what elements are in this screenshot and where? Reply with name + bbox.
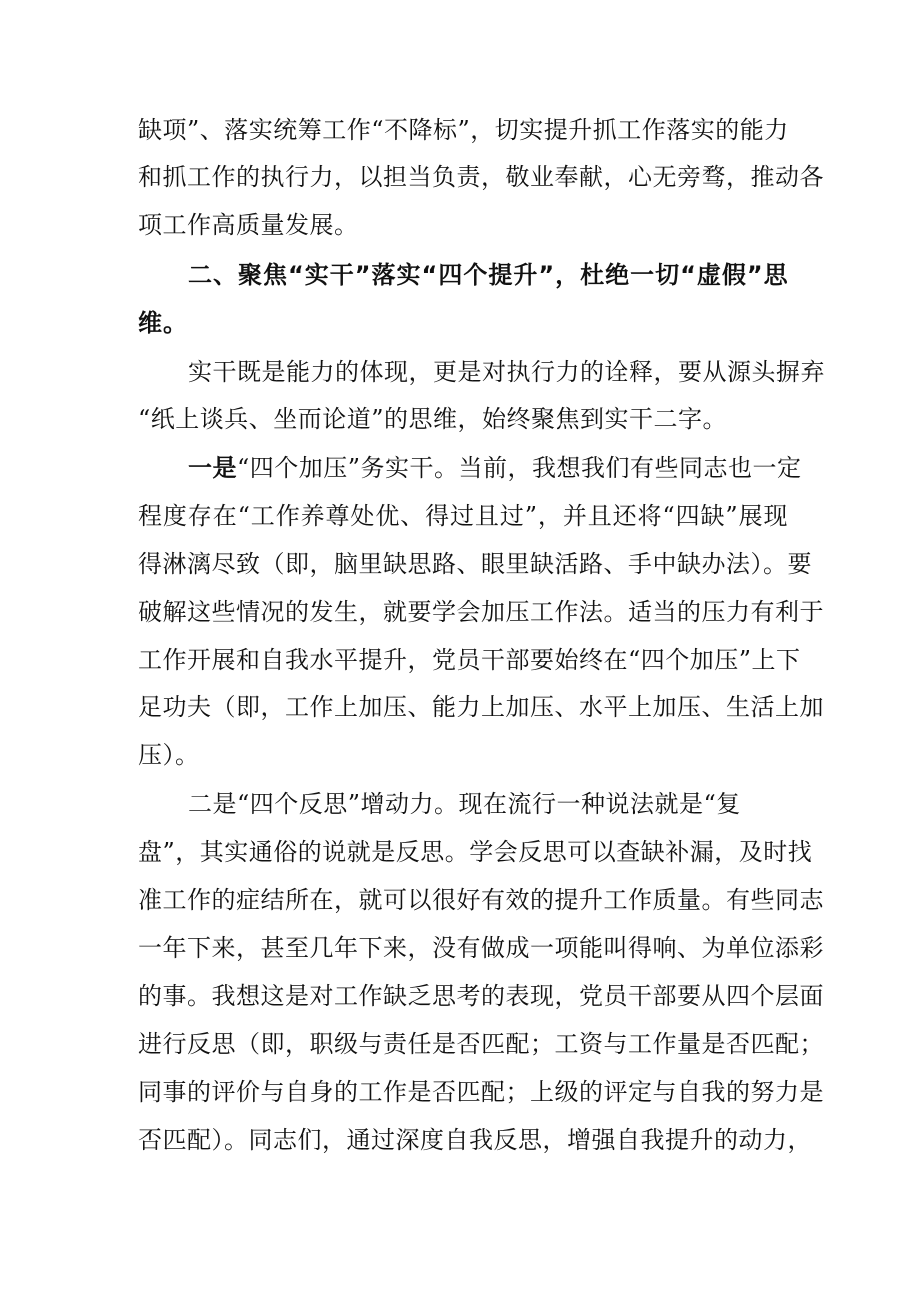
paragraph-4-line-6: 进行反思（即，职级与责任是否匹配；工资与工作量是否匹配； — [138, 1030, 824, 1058]
paragraph-1-line-3: 项工作高质量发展。 — [138, 211, 359, 239]
paragraph-4-line-5: 的事。我想这是对工作缺乏思考的表现，党员干部要从四个层面 — [138, 982, 824, 1010]
paragraph-3-line-4: 破解这些情况的发生，就要学会加压工作法。适当的压力有利于 — [138, 598, 824, 626]
paragraph-4-line-3: 准工作的症结所在，就可以很好有效的提升工作质量。有些同志 — [138, 886, 824, 914]
paragraph-1-line-2: 和抓工作的执行力，以担当负责，敬业奉献，心无旁骛，推动各 — [138, 163, 824, 191]
paragraph-3-line-1-text: “四个加压”务实干。当前，我想我们有些同志也一定 — [237, 454, 802, 482]
section-heading-line-1: 二、聚焦“实干”落实“四个提升”，杜绝一切“虚假”思 — [188, 261, 789, 289]
paragraph-4-line-8: 否匹配）。同志们，通过深度自我反思，增强自我提升的动力， — [138, 1126, 812, 1154]
paragraph-3-lead: 一是 — [188, 454, 237, 482]
paragraph-2-line-1: 实干既是能力的体现，更是对执行力的诠释，要从源头摒弃 — [188, 358, 825, 386]
paragraph-3-line-6: 足功夫（即，工作上加压、能力上加压、水平上加压、生活上加 — [138, 693, 824, 721]
section-heading-line-2: 维。 — [138, 309, 188, 337]
paragraph-3-line-7: 压）。 — [138, 741, 200, 769]
paragraph-2-line-2: “纸上谈兵、坐而论道”的思维，始终聚焦到实干二字。 — [138, 405, 728, 433]
paragraph-3-line-5: 工作开展和自我水平提升，党员干部要始终在“四个加压”上下 — [138, 646, 801, 674]
paragraph-4-line-1: 二是“四个反思”增动力。现在流行一种说法就是“复 — [188, 790, 741, 818]
paragraph-3-line-3: 得淋漓尽致（即，脑里缺思路、眼里缺活路、手中缺办法）。要 — [138, 550, 812, 578]
paragraph-4-line-2: 盘”，其实通俗的说就是反思。学会反思可以查缺补漏，及时找 — [138, 838, 813, 866]
paragraph-4-line-7: 同事的评价与自身的工作是否匹配；上级的评定与自我的努力是 — [138, 1078, 824, 1106]
paragraph-3-line-2: 程度存在“工作养尊处优、得过且过”，并且还将“四缺”展现 — [138, 502, 788, 530]
paragraph-1-line-1: 缺项”、落实统筹工作“不降标”，切实提升抓工作落实的能力 — [138, 116, 789, 144]
paragraph-4-line-4: 一年下来，甚至几年下来，没有做成一项能叫得响、为单位添彩 — [138, 934, 824, 962]
paragraph-3-line-1 — [138, 446, 802, 490]
